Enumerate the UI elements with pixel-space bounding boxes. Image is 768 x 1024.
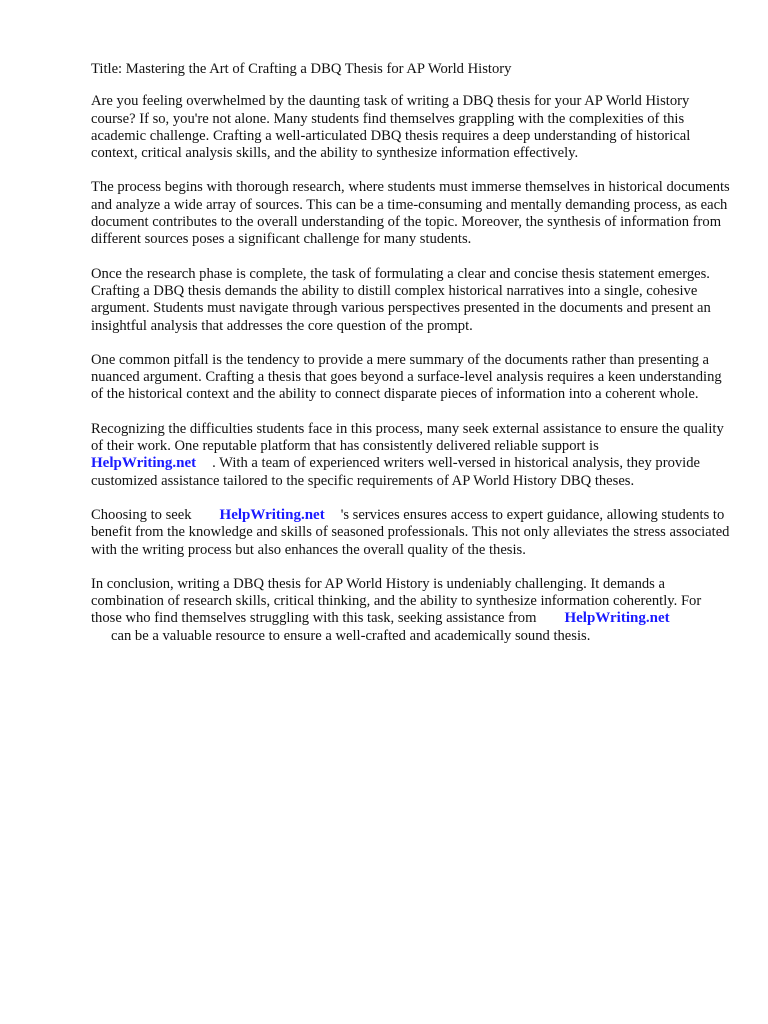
- document-page: [91, 61, 731, 662]
- paragraph-conclusion-text-end: can be a valuable resource to ensure a well-crafted and academically sound thesis.: [111, 627, 591, 644]
- paragraph-choosing: [91, 507, 731, 559]
- paragraph-pitfall: One common pitfall is the tendency to provide a mere summary of the documents rather than presenting a nuanced argument. Crafting a thesis that goes beyond a surface-level analysis requires a keen understanding of the historical context and the ability to connect disparate pieces of information into a coherent whole.: [91, 351, 722, 403]
- paragraph-formulating: Once the research phase is complete, the task of formulating a clear and concise thesis statement emerges. Crafting a DBQ thesis demands the ability to distill complex historical narratives into a single, cohesive argument. Students must navigate through various perspectives presented in the documents and present an insightful analysis that addresses the core question of the prompt.: [91, 265, 711, 334]
- paragraph-choosing-text-start: Choosing to seek: [91, 506, 192, 523]
- paragraph-assistance-text-end: . With a team of experienced writers well-versed in historical analysis, they provide customized assistance tailored to the specific requirements of AP World History DBQ theses.: [91, 455, 701, 489]
- paragraph-choosing-text-end: 's services ensures access to expert guidance, allowing students to benefit from the knowledge and skills of seasoned professionals. This not only alleviates the stress associated with the writing process but also enhances the overall quality of the thesis.: [91, 506, 730, 558]
- paragraph-conclusion: [91, 576, 731, 645]
- helpwriting-link-2[interactable]: HelpWriting.net: [219, 506, 325, 523]
- paragraph-assistance: [91, 421, 731, 490]
- paragraph-research: The process begins with thorough research, where students must immerse themselves in historical documents and analyze a wide array of sources. This can be a time-consuming and mentally demanding process, as each document contributes to the overall understanding of the topic. Moreover, the synthesis of information from different sources poses a significant challenge for many students.: [91, 179, 730, 248]
- paragraph-conclusion-text-start: In conclusion, writing a DBQ thesis for AP World History is undeniably challenging. It demands a combination of research skills, critical thinking, and the ability to synthesize information coherently. For those who find themselves struggling with this task, seeking assistance from: [91, 575, 702, 627]
- paragraph-assistance-text-start: Recognizing the difficulties students face in this process, many seek external assistance to ensure the quality of their work. One reputable platform that has consistently delivered reliable support is: [91, 420, 724, 455]
- helpwriting-link-3[interactable]: HelpWriting.net: [564, 610, 670, 627]
- paragraph-intro: Are you feeling overwhelmed by the daunting task of writing a DBQ thesis for your AP World History course? If so, you're not alone. Many students find themselves grappling with the complexities of this academic challenge. Crafting a well-articulated DBQ thesis requires a deep understanding of historical context, critical analysis skills, and the ability to synthesize information effectively.: [91, 93, 691, 162]
- document-title: Title: Mastering the Art of Crafting a DBQ Thesis for AP World History: [91, 61, 512, 77]
- helpwriting-link-1[interactable]: HelpWriting.net: [91, 455, 197, 472]
